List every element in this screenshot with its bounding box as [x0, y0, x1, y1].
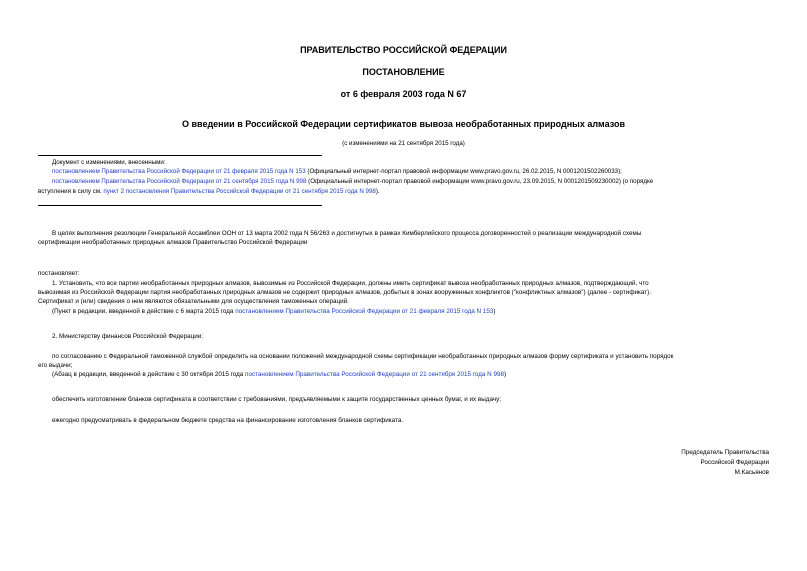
resolves-text: постановляет:: [38, 270, 80, 277]
paragraph-2: 2. Министерству финансов Российской Федерации:: [52, 333, 204, 340]
change-item-1: [52, 167, 622, 176]
change-link-2[interactable]: постановлением Правительства Российской Федерации от 21 сентября 2015 года N 998: [52, 178, 307, 185]
p1-note-tail: ): [493, 308, 496, 315]
top-divider: [38, 155, 322, 156]
p2a-note-pre: (Абзац в редакции, введенной в действие с 30 октября 2015 года: [52, 371, 246, 378]
p1-note-pre: (Пункт в редакции, введенной в действие с 6 марта 2015 года: [52, 308, 236, 315]
changes-intro: Документ с изменениями, внесенными:: [52, 159, 166, 166]
date-number: от 6 февраля 2003 года N 67: [340, 89, 467, 99]
paragraph-1-line-1: 1. Установить, что все партии необработанных природных алмазов, вывозимые из Российской Федерации, должны иметь сертификат вывоза необработанных природных алмазов, подтверждающий, что: [52, 280, 649, 287]
doc-type-heading: ПОСТАНОВЛЕНИЕ: [362, 67, 445, 77]
change-tail-1: (Официальный интернет-портал правовой информации www.pravo.gov.ru, 26.02.2015, N 0001201502260033);: [305, 168, 622, 175]
signature-name: М.Касьянов: [734, 469, 769, 476]
preamble-line-1: В целях выполнения резолюции Генеральной Ассамблеи ООН от 13 марта 2002 года N 56/263 и достигнутых в рамках Кимберлийского процесса договоренностей о реализации международной схемы: [52, 230, 642, 237]
change-cont-pre: вступления в силу см.: [38, 188, 104, 195]
change-item-2-cont: [38, 187, 380, 196]
paragraph-1-line-3: Сертификат и (или) сведения о нем являются обязательными для осуществления таможенных операций.: [38, 298, 349, 305]
change-item-2: [52, 177, 653, 186]
signature-title: Председатель Правительства: [681, 449, 769, 456]
change-cont-tail: ).: [375, 188, 380, 195]
edition-note: (с изменениями на 21 сентября 2015 года): [342, 140, 465, 147]
paragraph-1-note: [52, 307, 495, 317]
paragraph-2a-line-1: по согласованию с Федеральной таможенной службой определить на основании положений международной схемы сертификации необработанных природных алмазов форму сертификата и установить порядок: [52, 353, 674, 360]
preamble-line-2: сертификации необработанных природных алмазов Правительство Российской Федерации: [38, 239, 308, 246]
paragraph-2a-note: [52, 370, 506, 380]
government-heading: ПРАВИТЕЛЬСТВО РОССИЙСКОЙ ФЕДЕРАЦИИ: [300, 45, 507, 55]
signature-org: Российской Федерации: [700, 459, 769, 466]
p2a-note-link[interactable]: постановлением Правительства Российской Федерации от 21 сентября 2015 года N 998: [245, 371, 504, 378]
paragraph-1-line-2: вывозимая из Российской Федерации партия необработанных природных алмазов не содержит природных алмазов, добытых в зонах вооруженных конфликтов ("конфликтных алмазов") (далее - сертификат).: [38, 289, 651, 296]
change-link-1[interactable]: постановлением Правительства Российской Федерации от 21 февраля 2015 года N 153: [52, 168, 306, 175]
p2a-note-tail: ): [503, 371, 507, 378]
paragraph-2a-line-2: его выдачи;: [38, 362, 73, 369]
bottom-divider: [38, 205, 322, 206]
paragraph-2c: ежегодно предусматривать в федеральном бюджете средства на финансирование изготовления бланков сертификата.: [52, 417, 404, 424]
change-link-3[interactable]: пункт 2 постановления Правительства Российской Федерации от 21 сентября 2015 года N 998: [103, 188, 376, 195]
paragraph-2b: обеспечить изготовление бланков сертификата в соответствии с требованиями, предъявляемыми к защите государственных ценных бумаг, и их выдачу;: [52, 396, 502, 403]
p1-note-link[interactable]: постановлением Правительства Российской Федерации от 21 февраля 2015 года N 153: [235, 308, 494, 315]
change-tail-2: (Официальный интернет-портал правовой информации www.pravo.gov.ru, 23.09.2015, N 0001201509230002) (о порядке: [306, 178, 654, 185]
document-title: О введении в Российской Федерации сертификатов вывоза необработанных природных алмазов: [182, 119, 625, 129]
